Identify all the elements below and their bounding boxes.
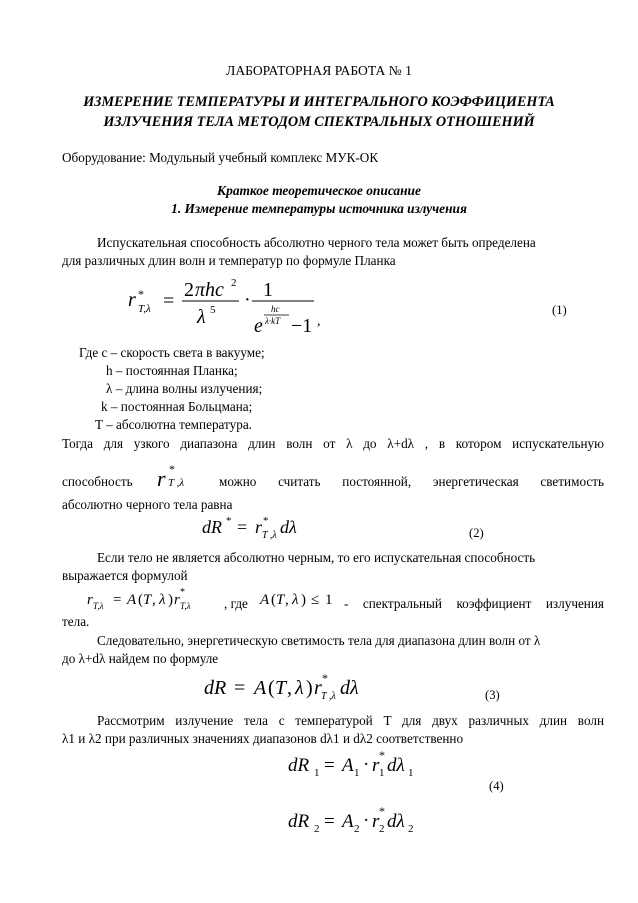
svg-text:=: = (324, 755, 335, 776)
paragraph-3-line-1: Если тело не является абсолютно черным, то его испускательная способность (97, 550, 536, 565)
svg-text:r: r (255, 517, 263, 537)
paragraph-1-line-1: Испускательная способность абсолютно черного тела может быть определена (97, 235, 536, 250)
svg-text:T: T (143, 592, 152, 608)
svg-text:*: * (379, 748, 385, 762)
paragraph-3-tail: - спектральный коэффициент излучения (344, 596, 604, 611)
title-line-1: ИЗМЕРЕНИЕ ТЕМПЕРАТУРЫ И ИНТЕГРАЛЬНОГО КОЭФФИЦИЕНТА (83, 94, 555, 110)
svg-text:πhc: πhc (195, 279, 224, 301)
paragraph-5-line-1: Рассмотрим излучение тела с температурой T для двух различных длин волн (97, 713, 604, 728)
svg-text:dλ: dλ (340, 677, 359, 699)
svg-text:*: * (379, 804, 385, 818)
svg-text:A: A (260, 592, 270, 608)
svg-text:=: = (324, 811, 335, 832)
svg-text:(: ( (268, 677, 275, 699)
equation-2-number: (2) (469, 526, 484, 540)
svg-text:1: 1 (379, 767, 385, 779)
definition-h: h – постоянная Планка; (106, 363, 238, 378)
equipment-line: Оборудование: Модульный учебный комплекс МУК-ОК (62, 150, 379, 165)
paragraph-2-line-1: Тогда для узкого диапазона длин волн от λ до λ+dλ , в котором испускательную (62, 436, 604, 451)
svg-text:λ: λ (159, 592, 166, 608)
svg-text:·: · (244, 289, 251, 311)
svg-text:(: ( (271, 592, 276, 608)
equation-3-number: (3) (485, 688, 500, 702)
svg-text:r: r (174, 592, 180, 608)
paragraph-4-line-1: Следовательно, энергетическую светимость тела для диапазона длин волн от λ (97, 633, 541, 648)
definition-c: Где c – скорость света в вакууме; (79, 345, 265, 360)
svg-text:1: 1 (408, 767, 414, 779)
equation-4-number: (4) (489, 779, 504, 793)
svg-text:*: * (169, 462, 175, 476)
paragraph-4-line-2: до λ+dλ найдем по формуле (62, 651, 219, 666)
svg-text:−1: −1 (291, 315, 313, 337)
formula-A-le-1 (258, 584, 343, 614)
svg-text:r: r (372, 755, 380, 776)
svg-text:·: · (363, 810, 370, 831)
svg-text:λ: λ (292, 592, 299, 608)
svg-text:A: A (127, 592, 137, 608)
svg-text:T,λ: T,λ (138, 303, 151, 315)
svg-text:,: , (285, 592, 289, 608)
svg-text:T ,λ: T ,λ (168, 477, 185, 489)
svg-text:2: 2 (354, 823, 360, 835)
svg-text:2: 2 (314, 823, 320, 835)
equation-1-number: (1) (552, 303, 567, 317)
svg-text:r: r (372, 811, 380, 832)
definition-k: k – постоянная Больцмана; (101, 399, 253, 414)
svg-text:≤: ≤ (311, 592, 320, 608)
svg-text:e: e (254, 315, 263, 337)
svg-text:dλ: dλ (387, 755, 405, 776)
section-title: Краткое теоретическое описание (217, 183, 421, 198)
paragraph-2-line-2: можно считать постоянной, энергетическая светимость (219, 474, 604, 489)
lab-work-header: ЛАБОРАТОРНАЯ РАБОТА № 1 (226, 63, 412, 78)
definition-lambda: λ – длина волны излучения; (106, 381, 263, 396)
paragraph-3-line-2: выражается формулой (62, 568, 188, 583)
paragraph-2-line-3: абсолютно черного тела равна (62, 497, 233, 512)
svg-text:*: * (263, 515, 269, 527)
svg-text:A: A (254, 677, 267, 699)
svg-text:r: r (87, 592, 93, 608)
svg-text:=: = (163, 290, 175, 312)
svg-text:λ·kT: λ·kT (265, 316, 281, 326)
svg-text:r: r (157, 466, 166, 491)
svg-text:T ,λ: T ,λ (262, 530, 277, 541)
svg-text:r: r (128, 289, 136, 311)
svg-text:,: , (317, 314, 321, 329)
svg-text:1: 1 (263, 279, 273, 301)
svg-text:1: 1 (325, 592, 333, 608)
svg-text:hc: hc (271, 304, 280, 314)
formula-dR2 (286, 803, 426, 837)
svg-text:*: * (138, 287, 144, 301)
formula-r-equals-A-r-star (85, 584, 235, 614)
svg-text:5: 5 (210, 304, 216, 316)
svg-text:2: 2 (184, 279, 194, 301)
svg-text:*: * (226, 515, 232, 527)
svg-text:λ: λ (295, 677, 304, 699)
svg-text:dR: dR (288, 755, 310, 776)
svg-text:λ: λ (197, 306, 206, 328)
paragraph-3-line-4: тела. (62, 614, 90, 629)
r-star-symbol (155, 459, 205, 493)
paragraph-1-line-2: для различных длин волн и температур по формуле Планка (62, 253, 396, 268)
formula-dR-A (202, 670, 382, 704)
paragraph-3-where: , где (224, 596, 248, 611)
svg-text:): ) (168, 592, 173, 608)
svg-text:*: * (322, 671, 328, 685)
svg-text:T: T (276, 592, 285, 608)
svg-text:1: 1 (354, 767, 360, 779)
svg-text:): ) (306, 677, 313, 699)
svg-text:(: ( (138, 592, 143, 608)
svg-text:T ,λ: T ,λ (321, 691, 336, 702)
svg-text:dR: dR (288, 811, 310, 832)
svg-text:,: , (152, 592, 156, 608)
formula-dR-star (200, 511, 330, 541)
svg-text:2: 2 (379, 823, 385, 835)
paragraph-5-line-2: λ1 и λ2 при различных значениях диапазонов dλ1 и dλ2 соответственно (62, 731, 464, 746)
planck-formula (118, 268, 328, 344)
svg-text:r: r (314, 677, 322, 699)
svg-text:2: 2 (408, 823, 414, 835)
svg-text:,: , (287, 677, 292, 699)
svg-text:dλ: dλ (280, 517, 297, 537)
formula-dR1 (286, 747, 426, 781)
svg-text:T: T (275, 677, 287, 699)
subsection-title: 1. Измерение температуры источника излучения (171, 201, 467, 216)
svg-text:*: * (180, 587, 185, 598)
definition-T: T – абсолютна температура. (95, 417, 252, 432)
svg-text:=: = (113, 592, 122, 608)
svg-text:·: · (363, 754, 370, 775)
svg-text:1: 1 (314, 767, 320, 779)
svg-text:dR: dR (204, 677, 227, 699)
svg-text:): ) (301, 592, 306, 608)
svg-text:T,λ: T,λ (180, 601, 191, 611)
svg-text:dR: dR (202, 517, 222, 537)
svg-text:A: A (342, 811, 354, 832)
svg-text:dλ: dλ (387, 811, 405, 832)
svg-text:=: = (237, 517, 248, 537)
svg-text:T,λ: T,λ (93, 601, 104, 611)
paragraph-2-word: способность (62, 474, 133, 489)
svg-text:A: A (342, 755, 354, 776)
title-line-2: ИЗЛУЧЕНИЯ ТЕЛА МЕТОДОМ СПЕКТРАЛЬНЫХ ОТНОШЕНИЙ (103, 114, 535, 130)
svg-text:=: = (234, 677, 246, 699)
svg-text:2: 2 (231, 277, 237, 289)
